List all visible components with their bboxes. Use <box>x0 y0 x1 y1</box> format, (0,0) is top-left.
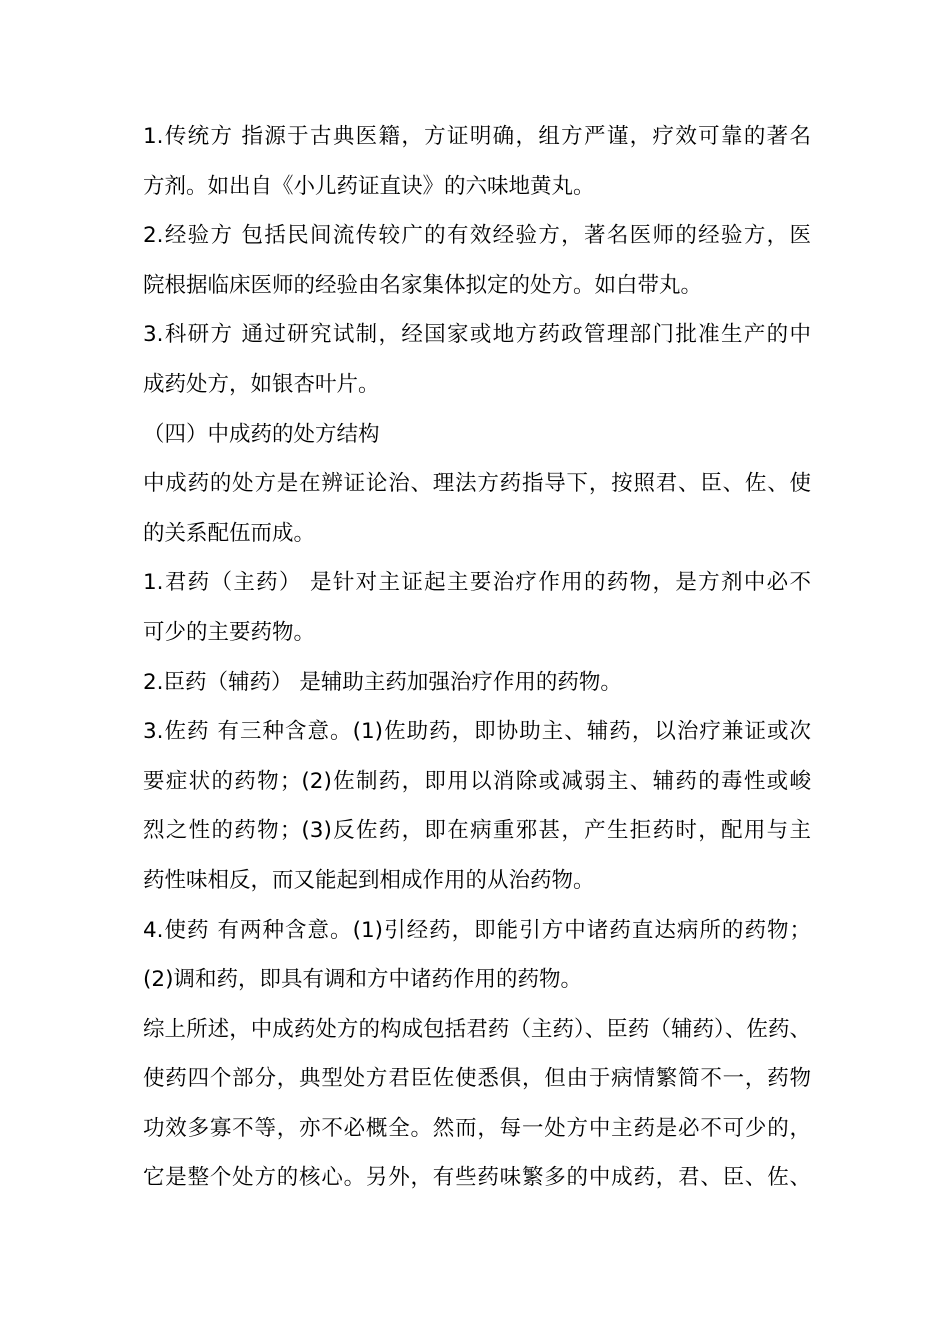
section-heading: （四）中成药的处方结构 <box>143 421 380 447</box>
text-line: 综上所述，中成药处方的构成包括君药（主药）、臣药（辅药）、佐药、 <box>143 1016 811 1042</box>
text-line: 成药处方，如银杏叶片。 <box>143 371 380 397</box>
text-line: 方剂。如出自《小儿药证直诀》的六味地黄丸。 <box>143 173 595 199</box>
text-line: 1.君药（主药） 是针对主证起主要治疗作用的药物，是方剂中必不 <box>143 570 811 596</box>
text-line: 可少的主要药物。 <box>143 619 316 645</box>
text-line: 烈之性的药物；(3)反佐药，即在病重邪甚，产生拒药时，配用与主 <box>143 818 811 844</box>
text-line: 中成药的处方是在辨证论治、理法方药指导下，按照君、臣、佐、使 <box>143 471 811 497</box>
text-line: 4.使药 有两种含意。(1)引经药，即能引方中诸药直达病所的药物； <box>143 917 811 943</box>
text-line: 3.佐药 有三种含意。(1)佐助药，即协助主、辅药，以治疗兼证或次 <box>143 719 811 745</box>
text-line: 它是整个处方的核心。另外，有些药味繁多的中成药，君、臣、佐、 <box>143 1165 811 1191</box>
text-line: 使药四个部分，典型处方君臣佐使悉俱，但由于病情繁简不一，药物 <box>143 1066 811 1092</box>
text-line: 3.科研方 通过研究试制，经国家或地方药政管理部门批准生产的中 <box>143 322 811 348</box>
text-line: (2)调和药，即具有调和方中诸药作用的药物。 <box>143 967 582 993</box>
document-body <box>143 112 811 1203</box>
text-line: 要症状的药物；(2)佐制药，即用以消除或减弱主、辅药的毒性或峻 <box>143 768 811 794</box>
text-line: 药性味相反，而又能起到相成作用的从治药物。 <box>143 867 595 893</box>
text-line: 2.臣药（辅药） 是辅助主药加强治疗作用的药物。 <box>143 669 622 695</box>
text-line: 院根据临床医师的经验由名家集体拟定的处方。如白带丸。 <box>143 272 703 298</box>
text-line: 2.经验方 包括民间流传较广的有效经验方，著名医师的经验方，医 <box>143 223 811 249</box>
text-line: 的关系配伍而成。 <box>143 520 316 546</box>
text-line: 1.传统方 指源于古典医籍，方证明确，组方严谨，疗效可靠的著名 <box>143 124 811 149</box>
text-line: 功效多寡不等，亦不必概全。然而，每一处方中主药是必不可少的， <box>143 1115 811 1141</box>
